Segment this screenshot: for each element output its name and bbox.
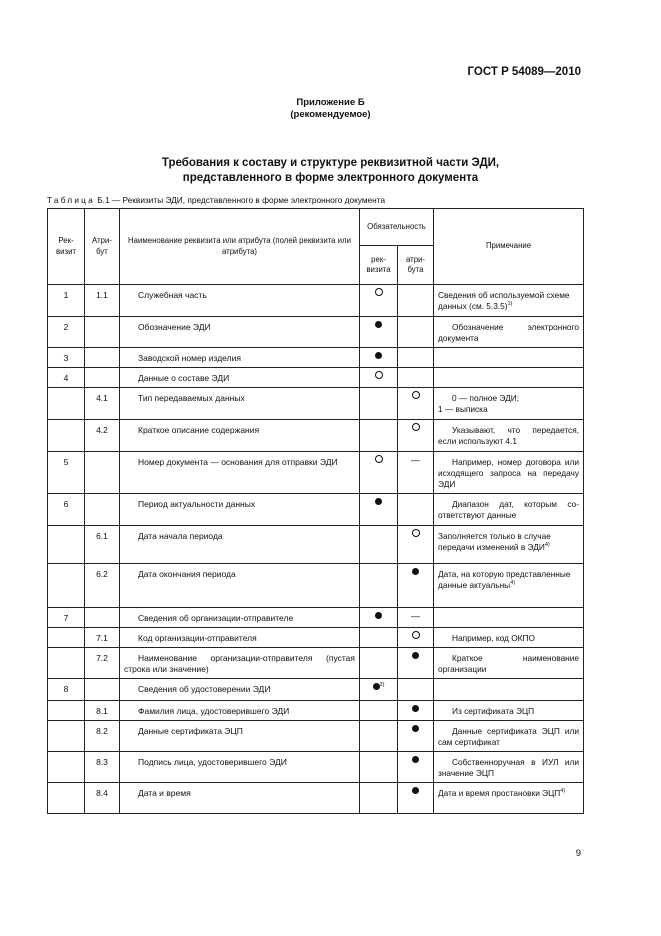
obligation-requisite [360,564,398,608]
requisite-number [48,388,85,420]
attribute-number [85,317,120,348]
obligation-requisite [360,388,398,420]
table-row [48,648,584,679]
requisite-name-cell [120,526,360,564]
obligation-attribute [398,628,434,648]
table-row [48,348,584,368]
optional-mark-icon [412,391,420,399]
obligation-attribute [398,721,434,752]
attribute-number [85,348,120,368]
col-header-obligation-requisite: рек- визита [360,246,398,285]
note-text: Сведения об используемой схеме данных (см. 5.3.5) [438,290,570,311]
table-row [48,452,584,494]
requisite-name: Дата начала периода [138,531,223,541]
attribute-number [85,679,120,701]
mandatory-mark-icon [412,725,419,732]
note-cell [434,285,584,317]
table-row [48,564,584,608]
attribute-number [85,494,120,526]
obligation-requisite [360,348,398,368]
note-cell [434,368,584,388]
requisite-name-cell [120,701,360,721]
not-applicable-mark: — [411,455,420,465]
note-text: Обозначение электронного документа [438,322,580,343]
requisite-number: 8 [48,679,85,701]
requisite-number: 3 [48,348,85,368]
requisite-number [48,783,85,814]
obligation-attribute [398,317,434,348]
note-text: Диапазон дат, которым соответствуют данные [438,499,580,520]
optional-mark-icon [412,423,420,431]
attribute-number: 7.2 [85,648,120,679]
obligation-attribute [398,608,434,628]
requisite-number [48,721,85,752]
table-row [48,420,584,452]
obligation-attribute [398,679,434,701]
obligation-attribute [398,285,434,317]
obligation-requisite [360,452,398,494]
requisite-name: Данные сертификата ЭЦП [138,726,243,736]
note-cell [434,608,584,628]
note-cell [434,420,584,452]
attribute-number: 8.1 [85,701,120,721]
requisite-name: Краткое описание содержания [138,425,260,435]
requisite-name: Сведения об организации-отправителе [138,613,294,623]
title-line-2: представленного в форме электронного документа [182,172,479,184]
obligation-attribute [398,348,434,368]
appendix-status: (рекомендуемое) [290,109,371,120]
section-title [0,156,661,186]
requisite-name-cell [120,628,360,648]
attribute-number: 8.2 [85,721,120,752]
attribute-number: 8.4 [85,783,120,814]
optional-mark-icon [412,529,420,537]
document-code: ГОСТ Р 54089—2010 [467,66,581,78]
table-row [48,526,584,564]
note-cell [434,648,584,679]
obligation-requisite [360,783,398,814]
table-caption [47,195,385,205]
note-text: Собственноручная в ИУЛ или значение ЭЦП [438,757,580,778]
requisite-number: 2 [48,317,85,348]
table-row [48,783,584,814]
requisite-number [48,420,85,452]
obligation-requisite [360,701,398,721]
mandatory-mark-icon [412,705,419,712]
obligation-attribute [398,564,434,608]
col-header-name: Наименование реквизита или атрибута (полей реквизита или атрибута) [120,209,360,285]
note-cell [434,388,584,420]
footnote-ref: 1) [507,301,513,308]
requisite-name: Данные о составе ЭДИ [138,373,230,383]
obligation-attribute [398,648,434,679]
note-text: Указывают, что передается, если используют 4.1 [438,425,580,446]
obligation-attribute [398,420,434,452]
table-row [48,701,584,721]
obligation-requisite [360,368,398,388]
requisite-number [48,564,85,608]
obligation-requisite [360,752,398,783]
table-row [48,285,584,317]
note-text: Краткое наименование организации [438,653,580,674]
requisite-number: 1 [48,285,85,317]
requisite-number [48,526,85,564]
note-cell [434,494,584,526]
requisite-name: Наименование организации-отправителя (пустая строка или значение) [124,653,355,674]
attribute-number [85,368,120,388]
note-text: Дата, на которую представленные данные актуальны [438,569,571,590]
note-cell [434,752,584,783]
col-header-obligation: Обязательность [360,209,434,246]
requisite-name: Служебная часть [138,290,207,300]
appendix-label: Приложение Б [296,97,365,108]
requisite-name-cell [120,783,360,814]
requisite-number: 7 [48,608,85,628]
obligation-requisite [360,285,398,317]
mandatory-mark-icon [375,352,382,359]
obligation-requisite [360,648,398,679]
requisite-number [48,701,85,721]
col-header-note: Примечание [434,209,584,285]
requisite-name-cell [120,368,360,388]
requisite-name-cell [120,648,360,679]
appendix-heading [0,97,661,121]
requisite-name: Обозначение ЭДИ [138,322,211,332]
note-text: Из сертификата ЭЦП [452,706,535,716]
mandatory-mark-icon [375,498,382,505]
table-body [48,285,584,814]
requisite-name-cell [120,285,360,317]
note-cell [434,452,584,494]
requisite-name-cell [120,679,360,701]
requisite-name-cell [120,348,360,368]
footnote-ref: 3) [379,682,385,689]
attribute-number [85,608,120,628]
requisite-name-cell [120,564,360,608]
table-row [48,721,584,752]
note-text: Заполняется только в случае передачи изменений в ЭДИ [438,531,551,552]
footnote-ref: 4) [544,542,550,549]
page-number: 9 [575,848,581,859]
requisite-name-cell [120,494,360,526]
requisite-name-cell [120,452,360,494]
requisite-name: Период актуальности данных [138,499,256,509]
note-text: 0 — полное ЭДИ; 1 — выписка [438,393,519,414]
note-cell [434,526,584,564]
note-text: Например, номер договора или исходящего запроса на передачу ЭДИ [438,457,580,489]
table-row [48,317,584,348]
requisite-name-cell [120,608,360,628]
obligation-attribute [398,783,434,814]
table-row [48,679,584,701]
note-cell [434,628,584,648]
requisite-number: 6 [48,494,85,526]
requisite-number [48,648,85,679]
footnote-ref: 4) [510,580,516,587]
obligation-requisite [360,721,398,752]
table-row [48,388,584,420]
attribute-number [85,452,120,494]
mandatory-mark-icon [373,683,380,690]
obligation-requisite [360,494,398,526]
requisite-number: 4 [48,368,85,388]
requisite-number [48,752,85,783]
attribute-number: 8.3 [85,752,120,783]
obligation-requisite [360,317,398,348]
requisite-name: Тип передаваемых данных [138,393,245,403]
attribute-number: 7.1 [85,628,120,648]
obligation-requisite [360,420,398,452]
requisite-number: 5 [48,452,85,494]
attribute-number: 6.2 [85,564,120,608]
requisite-name: Дата и время [138,788,191,798]
obligation-requisite [360,628,398,648]
attribute-number: 4.2 [85,420,120,452]
note-cell [434,348,584,368]
obligation-requisite [360,608,398,628]
note-text: Данные сертификата ЭЦП или сам сертификат [438,726,580,747]
col-header-obligation-attribute: атри- бута [398,246,434,285]
requisite-number [48,628,85,648]
attribute-number: 6.1 [85,526,120,564]
note-cell [434,564,584,608]
table-row [48,752,584,783]
mandatory-mark-icon [412,787,419,794]
table-caption-label: Таблица [47,195,95,205]
note-cell [434,317,584,348]
not-applicable-mark: — [411,611,420,621]
requisite-name-cell [120,317,360,348]
mandatory-mark-icon [412,568,419,575]
col-header-attribute: Атри- бут [85,209,120,285]
obligation-attribute [398,368,434,388]
note-cell [434,701,584,721]
obligation-requisite [360,679,398,701]
optional-mark-icon [375,288,383,296]
obligation-attribute [398,452,434,494]
optional-mark-icon [412,631,420,639]
obligation-attribute [398,388,434,420]
table-row [48,494,584,526]
title-line-1: Требования к составу и структуре реквизитной части ЭДИ, [161,157,500,169]
mandatory-mark-icon [375,321,382,328]
note-text: Дата и время простановки ЭЦП [438,788,561,798]
requisite-name: Сведения об удостоверении ЭДИ [138,684,271,694]
requisite-name: Подпись лица, удостоверившего ЭДИ [138,757,287,767]
note-cell [434,679,584,701]
table-row [48,608,584,628]
requisite-name-cell [120,420,360,452]
footnote-ref: 4) [560,788,566,795]
mandatory-mark-icon [412,756,419,763]
requisite-name-cell [120,721,360,752]
table-caption-text: Б.1 — Реквизиты ЭДИ, представленного в форме электронного документа [94,195,386,205]
obligation-attribute [398,752,434,783]
requisite-name-cell [120,388,360,420]
table-row [48,628,584,648]
requisite-name: Заводской номер изделия [138,353,241,363]
obligation-attribute [398,526,434,564]
requisite-name: Номер документа — основания для отправки ЭДИ [138,457,338,467]
obligation-attribute [398,494,434,526]
note-text: Например, код ОКПО [452,633,535,643]
optional-mark-icon [375,455,383,463]
attribute-number: 1.1 [85,285,120,317]
requisite-name: Дата окончания периода [138,569,236,579]
optional-mark-icon [375,371,383,379]
mandatory-mark-icon [412,652,419,659]
note-cell [434,721,584,752]
attribute-number: 4.1 [85,388,120,420]
note-cell [434,783,584,814]
obligation-requisite [360,526,398,564]
mandatory-mark-icon [375,612,382,619]
requisite-name-cell [120,752,360,783]
requisite-name: Фамилия лица, удостоверившего ЭДИ [138,706,290,716]
obligation-attribute [398,701,434,721]
table-row [48,368,584,388]
requisites-table [47,208,584,814]
requisite-name: Код организации-отправителя [138,633,257,643]
col-header-requisite: Рек- визит [48,209,85,285]
